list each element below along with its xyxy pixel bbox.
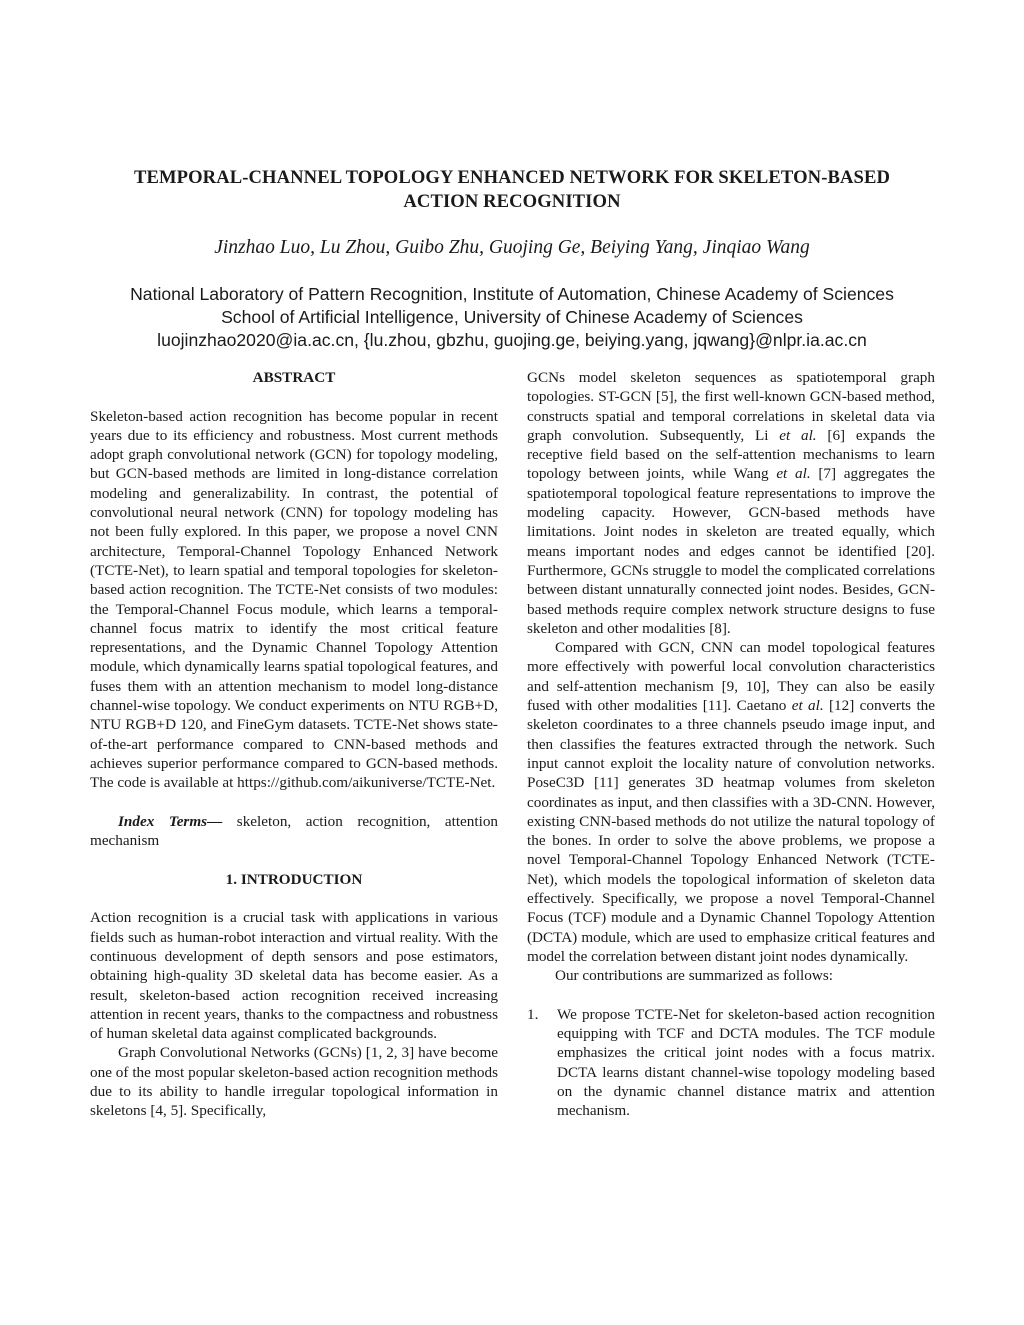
contribution-text: We propose TCTE-Net for skeleton-based action recognition equipping with TCF and DCTA modules. The TCF module emphasizes the critical joint nodes with a focus matrix. DCTA learns distant channel-wise topology modeling based on the dynamic channel distance matrix and attention mechanism. xyxy=(557,1005,935,1120)
abstract-text: Skeleton-based action recognition has become popular in recent years due to its efficiency and robustness. Most current methods adopt graph convolutional network (GCN) for topology modeling, but GCN-based methods are limited in long-distance correlation modeling and generalizability. In contrast, the potential of convolutional neural network (CNN) for topology modeling has not been fully explored. In this paper, we propose a novel CNN architecture, Temporal-Channel Topology Enhanced Network (TCTE-Net), to learn spatial and temporal topologies for skeleton-based action recognition. The TCTE-Net consists of two modules: the Temporal-Channel Focus module, which learns a temporal-channel focus matrix to identify the most critical feature representations, and the Dynamic Channel Topology Attention module, which dynamically learns spatial topological features, and fuses them with an attention mechanism to model long-distance channel-wise topology. We conduct experiments on NTU RGB+D, NTU RGB+D 120, and FineGym datasets. TCTE-Net shows state-of-the-art performance compared to CNN-based methods and achieves superior performance compared to GCN-based methods. The code is available at https://github.com/aikuniverse/TCTE-Net. xyxy=(90,407,498,792)
index-terms-label: Index Terms— xyxy=(118,812,223,830)
intro-p3-etal-1: et al. xyxy=(779,426,817,444)
introduction-heading: 1. INTRODUCTION xyxy=(225,870,363,888)
intro-paragraph-1: Action recognition is a crucial task with applications in various fields such as human-robot interaction and virtual reality. With the continuous development of depth sensors and pose estimators, obtaining high-quality 3D skeletal data has become easier. As a result, skeleton-based action recognition received increasing attention in recent years, thanks to the compactness and robustness of human skeletal data against complicated backgrounds. xyxy=(90,909,498,1043)
paper-title xyxy=(60,166,964,214)
right-column xyxy=(527,368,935,1121)
contribution-item xyxy=(527,1005,935,1121)
left-column xyxy=(90,368,498,1121)
paper-title-line-2: ACTION RECOGNITION xyxy=(403,191,621,212)
intro-p3-part-b: [6] expands the receptive field based on the self-attention mechanisms to learn topology between joints, while Wang xyxy=(527,426,935,483)
affiliations xyxy=(40,283,984,352)
index-terms-text: skeleton, action recognition, attention mechanism xyxy=(90,812,499,850)
intro-p3-part-c: [7] aggregates the spatiotemporal topological feature representations to improve the modeling capacity. However, GCN-based methods have limitations. Joint nodes in skeleton are treated equally, which means important nodes and edges cannot be identified [20]. Furthermore, GCNs struggle to model the complicated correlations between distant unnaturally connected joint nodes. Besides, GCN-based methods require complex network structure designs to fuse skeleton and other modalities [8]. xyxy=(527,465,936,637)
intro-paragraph-3 xyxy=(527,368,935,638)
author-list: Jinzhao Luo, Lu Zhou, Guibo Zhu, Guojing Ge, Beiying Yang, Jinqiao Wang xyxy=(214,237,810,258)
affiliation-line-1: National Laboratory of Pattern Recognition, Institute of Automation, Chinese Academy of Sciences xyxy=(130,284,894,304)
intro-paragraph-5: Our contributions are summarized as follows: xyxy=(555,967,833,985)
intro-p4-part-a: Compared with GCN, CNN can model topological features more effectively with powerful local convolution characteristics and self-attention mechanism [9, 10], They can also be easily fused with other modalities [11]. Caetano xyxy=(527,639,935,715)
intro-p3-part-a: GCNs model skeleton sequences as spatiotemporal graph topologies. ST-GCN [5], the first well-known GCN-based method, constructs spatial and temporal correlations in skeletal data via graph convolution. Subsequently, Li xyxy=(527,369,935,444)
contribution-number: 1. xyxy=(527,1005,539,1023)
paper-title-line-1: TEMPORAL-CHANNEL TOPOLOGY ENHANCED NETWORK FOR SKELETON-BASED xyxy=(134,167,890,188)
intro-p3-etal-2: et al. xyxy=(776,465,811,483)
intro-paragraph-2: Graph Convolutional Networks (GCNs) [1, 2, 3] have become one of the most popular skeleton-based action recognition methods due to its ability to handle irregular topological information in skeletons [4, 5]. Specifically, xyxy=(90,1044,498,1120)
intro-p4-part-b: [12] converts the skeleton coordinates to a three channels pseudo image input, and then classifies the features extracted through the network. Such input cannot exploit the locality nature of convolution networks. PoseC3D [11] generates 3D heatmap volumes from skeleton coordinates as input, and then classifies with a 3D-CNN. However, existing CNN-based methods do not utilize the natural topology of the bones. In order to solve the above problems, we propose a novel Temporal-Channel Topology Enhanced Network (TCTE-Net), which models the topological information of skeleton data effectively. Specifically, we propose a novel Temporal-Channel Focus (TCF) module and a Dynamic Channel Topology Attention (DCTA) module, which are used to emphasize critical features and model the correlation between distant joint nodes dynamically. xyxy=(527,697,935,965)
intro-p4-etal: et al. xyxy=(791,697,824,715)
affiliation-line-2: School of Artificial Intelligence, University of Chinese Academy of Sciences xyxy=(221,307,803,327)
intro-paragraph-4 xyxy=(527,638,935,966)
abstract-heading: ABSTRACT xyxy=(252,369,336,386)
index-terms xyxy=(90,812,498,851)
author-emails: luojinzhao2020@ia.ac.cn, {lu.zhou, gbzhu, guojing.ge, beiying.yang, jqwang}@nlpr.ia.ac.cn xyxy=(157,330,867,350)
